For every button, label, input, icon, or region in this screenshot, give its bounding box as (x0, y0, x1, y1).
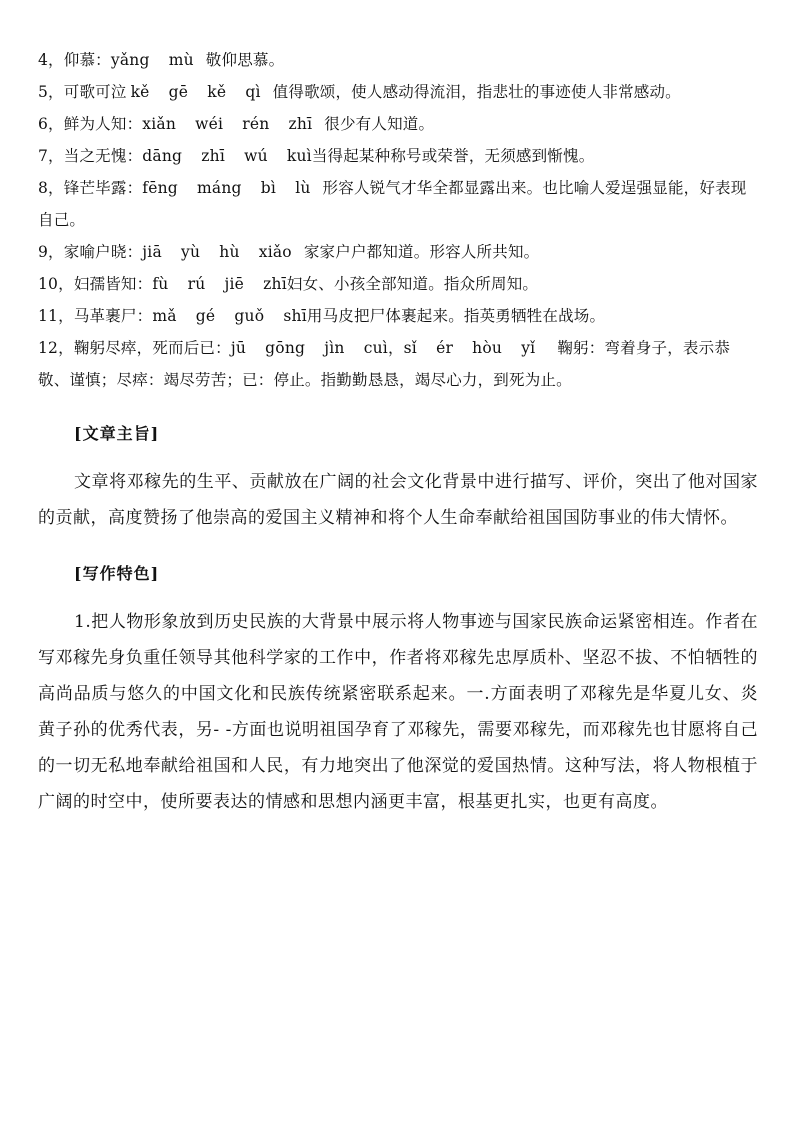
entry-number: 11， (38, 307, 74, 325)
entry-number: 7， (38, 147, 64, 165)
entry-definition: 当得起某种称号或荣誉，无须感到惭愧。 (311, 147, 595, 165)
entry-pinyin: yǎng mù (110, 51, 194, 69)
entry-number: 12， (38, 339, 74, 357)
entry-pinyin: jiā yù hù xiǎo (142, 243, 292, 261)
section-heading-writing-features: [写作特色] (74, 564, 160, 583)
vocab-entry-6 (38, 108, 758, 140)
vocab-entry-4 (38, 44, 758, 76)
entry-definition: 鞠躬：弯着身子，表示恭敬、谨慎；尽瘁：竭尽劳苦；已：停止。指勤勤恳恳，竭尽心力，到死为止。 (38, 339, 731, 389)
entry-definition: 形容人锐气才华全都显露出来。也比喻人爱逞强显能，好表现自己。 (38, 179, 747, 229)
entry-term: 仰慕： (63, 51, 111, 69)
entry-definition: 妇女、小孩全部知道。指众所周知。 (286, 275, 539, 293)
entry-definition: 家家户户都知道。形容人所共知。 (303, 243, 540, 261)
vocab-entry-10 (38, 268, 758, 300)
entry-term: 当之无愧： (63, 147, 143, 165)
vocab-entry-5 (38, 76, 758, 108)
entry-pinyin: fēng máng bì lù (142, 179, 311, 197)
section-heading-theme: [文章主旨] (74, 424, 160, 443)
entry-term: 鞠躬尽瘁，死而后已： (73, 339, 231, 357)
vocab-entry-12 (38, 332, 758, 396)
vocab-entry-8 (38, 172, 758, 236)
entry-definition: 值得歌颂，使人感动得流泪，指悲壮的事迹使人非常感动。 (272, 83, 681, 101)
section-body-theme: 文章将邓稼先的生平、贡献放在广阔的社会文化背景中进行描写、评价，突出了他对国家的贡献，高度赞扬了他崇高的爱国主义精神和将个人生命奉献给祖国国防事业的伟大情怀。 (38, 472, 758, 528)
entry-pinyin: xiǎn wéi rén zhī (142, 115, 313, 133)
entry-number: 10， (38, 275, 74, 293)
vocab-entry-11 (38, 300, 758, 332)
entry-term: 鲜为人知： (63, 115, 143, 133)
entry-pinyin: mǎ gé guǒ shī (152, 307, 307, 325)
entry-term: 可歌可泣 (63, 83, 127, 101)
vocab-entry-9 (38, 236, 758, 268)
section-body-writing-features: 1.把人物形象放到历史民族的大背景中展示将人物事迹与国家民族命运紧密相连。作者在写邓稼先身负重任领导其他科学家的工作中，作者将邓稼先忠厚质朴、坚忍不拔、不怕牺牲的高尚品质与悠久的中国文化和民族传统紧密联系起来。一.方面表明了邓稼先是华夏儿女、炎黄子孙的优秀代表，另- -方面也说明祖国孕育了邓稼先，需要邓稼先，而邓稼先也甘愿将自己的一切无私地奉献给祖国和人民，有力地突出了他深觉的爱国热情。这种写法，将人物根植于广阔的时空中，使所要表达的情感和思想内涵更丰富，根基更扎实，也更有高度。 (38, 612, 758, 812)
entry-term: 家喻户晓： (63, 243, 143, 261)
entry-pinyin: fù rú jiē zhī (152, 275, 287, 293)
entry-term: 妇孺皆知： (73, 275, 153, 293)
entry-term: 锋芒毕露： (63, 179, 143, 197)
entry-pinyin: kě gē kě qì (130, 83, 261, 101)
vocab-entry-7 (38, 140, 758, 172)
entry-definition: 敬仰思慕。 (205, 51, 285, 69)
document-page (38, 44, 758, 820)
entry-number: 4， (38, 51, 64, 69)
entry-number: 8， (38, 179, 64, 197)
entry-number: 5， (38, 83, 64, 101)
entry-definition: 用马皮把尸体裹起来。指英勇牺牲在战场。 (306, 307, 606, 325)
entry-term: 马革裹尸： (73, 307, 153, 325)
entry-number: 9， (38, 243, 64, 261)
entry-definition: 很少有人知道。 (324, 115, 435, 133)
entry-number: 6， (38, 115, 64, 133)
entry-pinyin: jū gōng jìn cuì，sǐ ér hòu yǐ (230, 339, 536, 357)
entry-pinyin: dāng zhī wú kuì (142, 147, 312, 165)
